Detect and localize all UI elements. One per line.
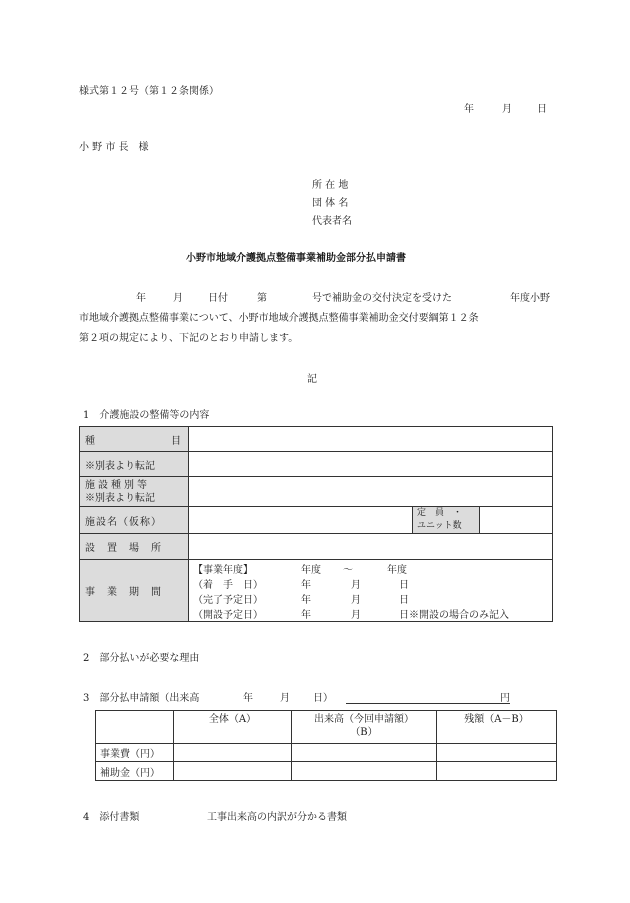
col-total: 全体（A） bbox=[174, 711, 292, 744]
date-day: 日 bbox=[537, 104, 547, 115]
document-title: 小野市地域介護拠点整備事業補助金部分払申請書 bbox=[186, 253, 406, 264]
section1-heading: 1 介護施設の整備等の内容 bbox=[83, 410, 210, 421]
body-line2: 市地域介護拠点整備事業について、小野市地域介護拠点整備事業補助金交付要綱第１２条 bbox=[79, 313, 479, 324]
body-line1-end: 年度小野 bbox=[510, 293, 550, 304]
row-hojokin: 補助金（円） bbox=[96, 762, 174, 781]
section4-heading: 4 添付書類 bbox=[83, 812, 140, 823]
facility-name-label: 施設名（仮称） bbox=[80, 507, 189, 534]
shumoku-note: ※別表より転記 bbox=[80, 452, 189, 477]
period-cell: 【事業年度】 年度 ～ 年度 （着 手 日） 年 月 日 （完了予定日） 年 月 日 （開設予定日） 年 月 日※開設の場合のみ記入 bbox=[189, 560, 553, 622]
body-month: 月 bbox=[173, 293, 183, 304]
row-jigyohi: 事業費（円） bbox=[96, 744, 174, 762]
shumoku-cell[interactable] bbox=[189, 427, 553, 452]
period-label: 事業期間 bbox=[80, 560, 189, 622]
yen-label: 円 bbox=[500, 693, 510, 704]
place-label: 設置場所 bbox=[80, 534, 189, 560]
facility-name-cell[interactable] bbox=[189, 507, 413, 534]
body-line1-rest: 号で補助金の交付決定を受けた bbox=[312, 293, 452, 304]
section3-heading-prefix: 3 部分払申請額（出来高 bbox=[83, 693, 200, 704]
facility-table bbox=[79, 426, 553, 622]
ki-label: 記 bbox=[307, 374, 317, 385]
col-done: 出来高（今回申請額） （B） bbox=[292, 711, 437, 744]
hojokin-done[interactable] bbox=[292, 762, 437, 781]
amount-underline bbox=[346, 703, 510, 704]
shisetsu-type-label: 施設種別等 ※別表より転記 bbox=[80, 477, 189, 507]
amount-table bbox=[95, 710, 557, 781]
col-rest: 残額（A－B） bbox=[437, 711, 557, 744]
jigyohi-done[interactable] bbox=[292, 744, 437, 762]
body-year: 年 bbox=[136, 293, 146, 304]
section3-day: 日） bbox=[313, 693, 333, 704]
place-cell[interactable] bbox=[189, 534, 553, 560]
hojokin-rest[interactable] bbox=[437, 762, 557, 781]
shumoku-label: 種 目 bbox=[80, 427, 189, 452]
section3-month: 月 bbox=[280, 693, 290, 704]
section3-year: 年 bbox=[243, 693, 253, 704]
shisetsu-type-cell[interactable] bbox=[189, 477, 553, 507]
date-year: 年 bbox=[464, 104, 474, 115]
date-month: 月 bbox=[502, 104, 512, 115]
addressee: 小 野 市 長 様 bbox=[79, 142, 149, 153]
capacity-label: 定 員 ・ ユニット数 bbox=[413, 507, 480, 534]
body-line3: 第２項の規定により、下記のとおり申請します。 bbox=[79, 333, 299, 344]
jigyohi-total[interactable] bbox=[174, 744, 292, 762]
form-number: 様式第１２号（第１２条関係） bbox=[79, 86, 219, 97]
section2-heading: 2 部分払いが必要な理由 bbox=[83, 653, 200, 664]
amount-corner bbox=[96, 711, 174, 744]
location-label: 所 在 地 bbox=[312, 180, 349, 191]
jigyohi-rest[interactable] bbox=[437, 744, 557, 762]
body-day: 日付 bbox=[208, 293, 228, 304]
org-label: 団 体 名 bbox=[312, 198, 349, 209]
capacity-cell[interactable] bbox=[480, 507, 553, 534]
hojokin-total[interactable] bbox=[174, 762, 292, 781]
shumoku-note-cell[interactable] bbox=[189, 452, 553, 477]
body-dai: 第 bbox=[257, 293, 267, 304]
section4-content: 工事出来高の内訳が分かる書類 bbox=[207, 812, 347, 823]
rep-label: 代表者名 bbox=[312, 216, 352, 227]
